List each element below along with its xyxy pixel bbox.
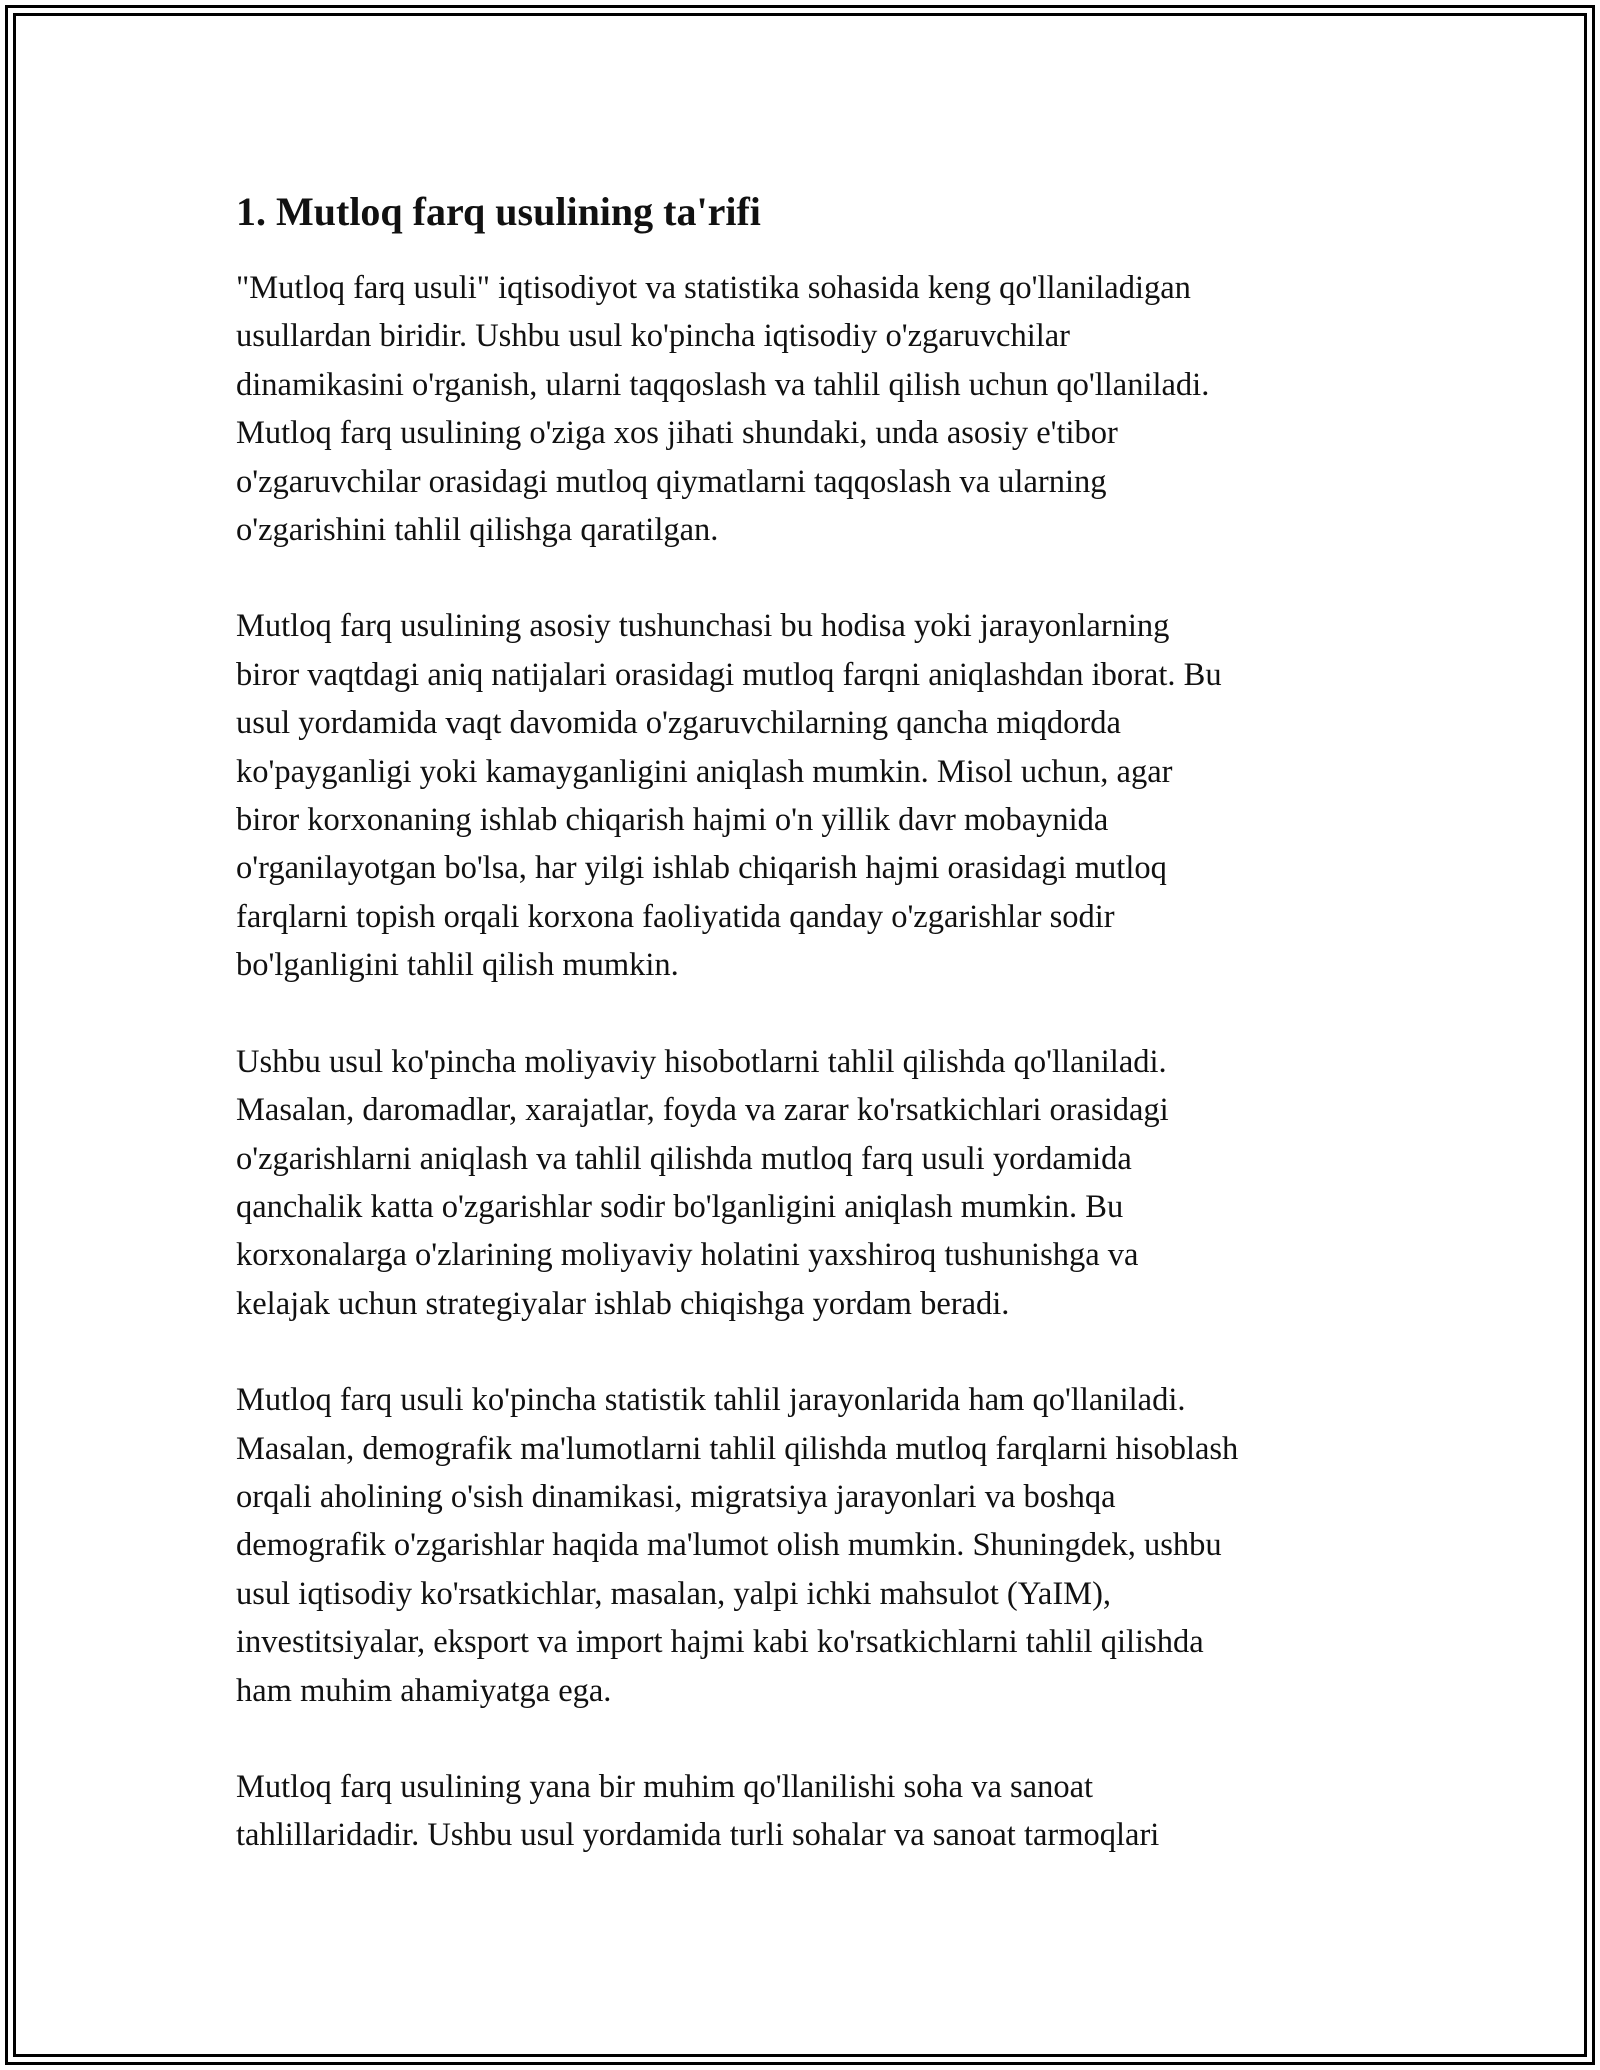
text-line: orqali aholining o'sish dinamikasi, migratsiya jarayonlari va boshqa xyxy=(236,1478,1116,1515)
text-line: usul iqtisodiy ko'rsatkichlar, masalan, yalpi ichki mahsulot (YaIM), xyxy=(236,1575,1112,1612)
text-line: o'zgaruvchilar orasidagi mutloq qiymatlarni taqqoslash va ularning xyxy=(236,463,1107,500)
text-line: Ushbu usul ko'pincha moliyaviy hisobotlarni tahlil qilishda qo'llaniladi. xyxy=(236,1043,1167,1080)
text-line: tahlillaridadir. Ushbu usul yordamida turli sohalar va sanoat tarmoqlari xyxy=(236,1817,1160,1854)
text-line: usullardan biridir. Ushbu usul ko'pincha iqtisodiy o'zgaruvchilar xyxy=(236,318,1071,355)
text-line: dinamikasini o'rganish, ularni taqqoslash va tahlil qilish uchun qo'llaniladi. xyxy=(236,366,1210,403)
paragraph-4 xyxy=(236,1376,1376,1715)
text-line: o'rganilayotgan bo'lsa, har yilgi ishlab chiqarish hajmi orasidagi mutloq xyxy=(236,850,1167,887)
text-line: biror korxonaning ishlab chiqarish hajmi o'n yillik davr mobaynida xyxy=(236,802,1109,839)
text-line: bo'lganligini tahlil qilish mumkin. xyxy=(236,947,679,984)
text-line: usul yordamida vaqt davomida o'zgaruvchilarning qancha miqdorda xyxy=(236,705,1121,742)
text-line: korxonalarga o'zlarining moliyaviy holatini yaxshiroq tushunishga va xyxy=(236,1237,1139,1274)
text-line: qanchalik katta o'zgarishlar sodir bo'lganligini aniqlash mumkin. Bu xyxy=(236,1188,1124,1225)
text-line: demografik o'zgarishlar haqida ma'lumot olish mumkin. Shuningdek, ushbu xyxy=(236,1527,1222,1564)
text-line: Mutloq farq usuli ko'pincha statistik tahlil jarayonlarida ham qo'llaniladi. xyxy=(236,1382,1186,1419)
text-line: farqlarni topish orqali korxona faoliyatida qanday o'zgarishlar sodir xyxy=(236,898,1115,935)
section-heading: 1. Mutloq farq usulining ta'rifi xyxy=(236,189,761,234)
paragraph-3 xyxy=(236,1038,1376,1328)
text-line: kelajak uchun strategiyalar ishlab chiqishga yordam beradi. xyxy=(236,1285,1010,1322)
text-line: "Mutloq farq usuli" iqtisodiyot va statistika sohasida keng qo'llaniladigan xyxy=(236,270,1191,306)
text-line: Masalan, daromadlar, xarajatlar, foyda va zarar ko'rsatkichlari orasidagi xyxy=(236,1092,1169,1129)
text-line: ham muhim ahamiyatga ega. xyxy=(236,1672,612,1709)
text-line: Mutloq farq usulining yana bir muhim qo'llanilishi soha va sanoat xyxy=(236,1768,1094,1805)
text-line: o'zgarishini tahlil qilishga qaratilgan. xyxy=(236,512,719,549)
paragraph-5 xyxy=(236,1763,1376,1860)
text-line: ko'payganligi yoki kamayganligini aniqlash mumkin. Misol uchun, agar xyxy=(236,753,1173,790)
text-line: o'zgarishlarni aniqlash va tahlil qilishda mutloq farq usuli yordamida xyxy=(236,1140,1132,1177)
document-body xyxy=(236,186,1376,1908)
paragraph-1 xyxy=(236,264,1376,554)
text-line: Mutloq farq usulining o'ziga xos jihati shundaki, unda asosiy e'tibor xyxy=(236,415,1118,452)
text-line: biror vaqtdagi aniq natijalari orasidagi mutloq farqni aniqlashdan iborat. Bu xyxy=(236,656,1222,693)
paragraph-2 xyxy=(236,602,1376,989)
text-line: investitsiyalar, eksport va import hajmi kabi ko'rsatkichlarni tahlil qilishda xyxy=(236,1624,1204,1661)
text-line: Masalan, demografik ma'lumotlarni tahlil qilishda mutloq farqlarni hisoblash xyxy=(236,1430,1239,1467)
text-line: Mutloq farq usulining asosiy tushunchasi bu hodisa yoki jarayonlarning xyxy=(236,608,1170,645)
